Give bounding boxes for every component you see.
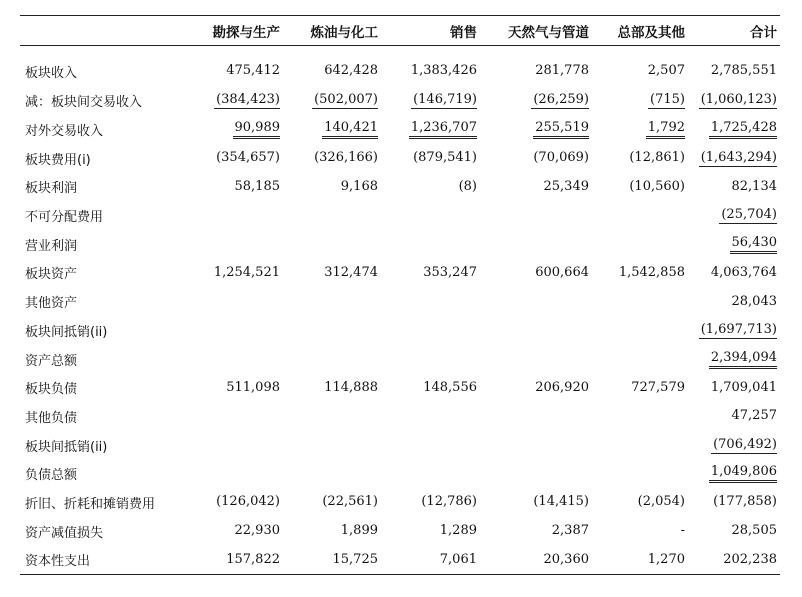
- cell-refining-chemicals: [283, 46, 381, 87]
- cell-refining-chemicals: [283, 144, 381, 173]
- cell-refining-chemicals: [283, 373, 381, 402]
- cell-exploration-production: [190, 115, 283, 144]
- row-label: 板块间抵销(ii): [25, 439, 108, 455]
- cell-value: [587, 333, 589, 334]
- cell-value: [278, 448, 280, 449]
- cell-value: (326,166): [314, 150, 378, 166]
- cell-value: 28,043: [731, 293, 777, 309]
- cell-marketing: [381, 201, 480, 230]
- cell-exploration-production: [190, 431, 283, 460]
- cell-value: 22,930: [234, 523, 280, 539]
- row-label: 板块资产: [25, 267, 78, 283]
- row-label: 营业利润: [25, 238, 78, 254]
- cell-natural-gas-pipeline: [480, 546, 592, 575]
- cell-total: [688, 517, 780, 546]
- cell-refining-chemicals: [283, 345, 381, 374]
- cell-value: [683, 333, 685, 334]
- cell-refining-chemicals: [283, 488, 381, 517]
- cell-total: [688, 144, 780, 173]
- cell-value: 9,168: [340, 178, 378, 194]
- cell-headquarters-other: [592, 173, 688, 202]
- row-label: 资产减值损失: [25, 525, 104, 541]
- cell-value: [278, 476, 280, 477]
- cell-value: (126,042): [216, 494, 280, 510]
- cell-headquarters-other: [592, 316, 688, 345]
- table-row: [20, 287, 780, 316]
- row-label: 资本性支出: [25, 554, 91, 570]
- table-row: [20, 46, 780, 87]
- row-label: 负债总额: [25, 468, 78, 484]
- table-row: [20, 373, 780, 402]
- cell-value: [683, 304, 685, 305]
- cell-refining-chemicals: [283, 546, 381, 575]
- header-cell-exploration-production: 勘探与生产: [190, 16, 283, 46]
- cell-natural-gas-pipeline: [480, 402, 592, 431]
- header-cell-label: [20, 16, 190, 46]
- cell-natural-gas-pipeline: [480, 46, 592, 87]
- cell-value: (502,007): [314, 92, 378, 108]
- cell-natural-gas-pipeline: [480, 488, 592, 517]
- cell-value: (146,719): [413, 92, 477, 108]
- row-label: 减：板块间交易收入: [25, 95, 143, 111]
- cell-headquarters-other: [592, 115, 688, 144]
- cell-headquarters-other: [592, 46, 688, 87]
- cell-total: [688, 230, 780, 259]
- cell-total: [688, 46, 780, 87]
- cell-value: 90,989: [233, 120, 281, 139]
- cell-natural-gas-pipeline: [480, 259, 592, 288]
- cell-value: 7,061: [439, 551, 477, 567]
- header-cell-total: 合计: [688, 16, 780, 46]
- cell-marketing: [381, 115, 480, 144]
- cell-headquarters-other: [592, 373, 688, 402]
- cell-total: [688, 431, 780, 460]
- cell-value: 1,270: [647, 551, 685, 567]
- cell-value: [376, 419, 378, 420]
- table-row: [20, 87, 780, 116]
- cell-value: 15,725: [332, 551, 378, 567]
- cell-value: (25,704): [721, 207, 777, 223]
- segment-financial-table: [20, 15, 780, 575]
- cell-total: [688, 115, 780, 144]
- cell-exploration-production: [190, 488, 283, 517]
- row-label: 其他负债: [25, 410, 78, 426]
- table-row: [20, 431, 780, 460]
- cell-value: 157,822: [226, 551, 280, 567]
- cell-total: [688, 201, 780, 230]
- cell-value: [376, 448, 378, 449]
- cell-headquarters-other: [592, 144, 688, 173]
- cell-value: [683, 448, 685, 449]
- cell-value: [278, 304, 280, 305]
- cell-value: 475,412: [226, 63, 280, 79]
- cell-headquarters-other: [592, 488, 688, 517]
- cell-value: [587, 448, 589, 449]
- cell-exploration-production: [190, 259, 283, 288]
- cell-headquarters-other: [592, 345, 688, 374]
- cell-value: (177,858): [713, 494, 777, 510]
- table-row: [20, 345, 780, 374]
- cell-total: [688, 316, 780, 345]
- cell-value: (26,259): [533, 92, 589, 108]
- cell-value: 4,063,764: [710, 264, 777, 280]
- table-row: [20, 546, 780, 575]
- cell-refining-chemicals: [283, 87, 381, 116]
- cell-value: (8): [458, 178, 477, 194]
- cell-total: [688, 87, 780, 116]
- cell-value: [376, 362, 378, 363]
- cell-natural-gas-pipeline: [480, 115, 592, 144]
- cell-headquarters-other: [592, 287, 688, 316]
- cell-value: 114,888: [324, 379, 378, 395]
- cell-marketing: [381, 546, 480, 575]
- table-row: [20, 201, 780, 230]
- row-label: 不可分配费用: [25, 210, 104, 226]
- cell-marketing: [381, 87, 480, 116]
- cell-value: 1,236,707: [409, 120, 477, 139]
- cell-exploration-production: [190, 517, 283, 546]
- row-label: 板块负债: [25, 382, 78, 398]
- cell-marketing: [381, 173, 480, 202]
- cell-total: [688, 546, 780, 575]
- cell-value: 511,098: [226, 379, 280, 395]
- cell-natural-gas-pipeline: [480, 144, 592, 173]
- cell-value: (70,069): [533, 150, 589, 166]
- cell-value: [683, 247, 685, 248]
- cell-natural-gas-pipeline: [480, 316, 592, 345]
- cell-value: [587, 419, 589, 420]
- cell-refining-chemicals: [283, 459, 381, 488]
- cell-refining-chemicals: [283, 402, 381, 431]
- header-row: [20, 16, 780, 46]
- cell-value: (10,560): [629, 178, 685, 194]
- cell-natural-gas-pipeline: [480, 87, 592, 116]
- cell-value: 600,664: [535, 264, 589, 280]
- cell-natural-gas-pipeline: [480, 173, 592, 202]
- cell-marketing: [381, 517, 480, 546]
- cell-value: [587, 476, 589, 477]
- table-row: [20, 488, 780, 517]
- cell-headquarters-other: [592, 431, 688, 460]
- cell-value: (14,415): [533, 494, 589, 510]
- cell-value: [587, 247, 589, 248]
- cell-refining-chemicals: [283, 431, 381, 460]
- table-row: [20, 459, 780, 488]
- cell-marketing: [381, 459, 480, 488]
- cell-value: [278, 218, 280, 219]
- cell-value: 58,185: [234, 178, 280, 194]
- cell-total: [688, 459, 780, 488]
- table-row: [20, 115, 780, 144]
- cell-value: (2,054): [637, 494, 685, 510]
- cell-natural-gas-pipeline: [480, 345, 592, 374]
- cell-value: [376, 247, 378, 248]
- cell-value: [376, 218, 378, 219]
- cell-value: 47,257: [731, 408, 777, 424]
- cell-value: 1,792: [646, 120, 685, 139]
- cell-value: [587, 218, 589, 219]
- header-cell-refining-chemicals: 炼油与化工: [283, 16, 381, 46]
- cell-value: -: [680, 523, 685, 539]
- cell-value: (715): [650, 92, 685, 108]
- cell-headquarters-other: [592, 546, 688, 575]
- cell-marketing: [381, 402, 480, 431]
- cell-exploration-production: [190, 402, 283, 431]
- cell-natural-gas-pipeline: [480, 459, 592, 488]
- cell-headquarters-other: [592, 230, 688, 259]
- cell-value: [683, 362, 685, 363]
- cell-natural-gas-pipeline: [480, 431, 592, 460]
- cell-natural-gas-pipeline: [480, 201, 592, 230]
- cell-exploration-production: [190, 316, 283, 345]
- cell-natural-gas-pipeline: [480, 373, 592, 402]
- cell-headquarters-other: [592, 259, 688, 288]
- cell-refining-chemicals: [283, 287, 381, 316]
- cell-value: [587, 362, 589, 363]
- cell-value: [475, 304, 477, 305]
- cell-value: [475, 448, 477, 449]
- cell-marketing: [381, 431, 480, 460]
- cell-value: (1,643,294): [700, 149, 777, 165]
- cell-value: 148,556: [423, 379, 477, 395]
- header-cell-marketing: 销售: [381, 16, 480, 46]
- cell-marketing: [381, 488, 480, 517]
- cell-total: [688, 402, 780, 431]
- table-row: [20, 230, 780, 259]
- cell-value: 2,785,551: [710, 63, 777, 79]
- cell-total: [688, 287, 780, 316]
- cell-exploration-production: [190, 173, 283, 202]
- cell-total: [688, 373, 780, 402]
- header-cell-headquarters-other: 总部及其他: [592, 16, 688, 46]
- cell-value: 82,134: [731, 178, 777, 194]
- cell-value: 28,505: [731, 523, 777, 539]
- cell-value: 1,709,041: [710, 379, 777, 395]
- cell-exploration-production: [190, 144, 283, 173]
- cell-value: 1,049,806: [709, 464, 777, 483]
- cell-value: (12,786): [421, 494, 477, 510]
- cell-value: 1,254,521: [213, 264, 280, 280]
- cell-total: [688, 488, 780, 517]
- cell-value: 25,349: [543, 178, 589, 194]
- table-row: [20, 316, 780, 345]
- cell-value: [475, 362, 477, 363]
- cell-value: [376, 333, 378, 334]
- cell-value: [475, 476, 477, 477]
- cell-value: 2,387: [551, 523, 589, 539]
- cell-marketing: [381, 316, 480, 345]
- cell-value: 642,428: [324, 63, 378, 79]
- cell-refining-chemicals: [283, 201, 381, 230]
- cell-total: [688, 173, 780, 202]
- cell-marketing: [381, 144, 480, 173]
- cell-value: [475, 218, 477, 219]
- cell-value: 727,579: [631, 379, 685, 395]
- cell-value: 1,542,858: [618, 264, 685, 280]
- cell-headquarters-other: [592, 201, 688, 230]
- row-label: 板块利润: [25, 181, 78, 197]
- cell-value: 1,289: [439, 523, 477, 539]
- cell-value: [278, 247, 280, 248]
- table-row: [20, 144, 780, 173]
- cell-exploration-production: [190, 201, 283, 230]
- row-label: 其他资产: [25, 296, 78, 312]
- cell-value: [475, 333, 477, 334]
- cell-value: [587, 304, 589, 305]
- cell-marketing: [381, 287, 480, 316]
- cell-marketing: [381, 345, 480, 374]
- cell-value: [278, 419, 280, 420]
- cell-headquarters-other: [592, 87, 688, 116]
- cell-value: 281,778: [535, 63, 589, 79]
- cell-value: 206,920: [535, 379, 589, 395]
- cell-marketing: [381, 259, 480, 288]
- cell-value: 353,247: [423, 264, 477, 280]
- header-cell-natural-gas-pipeline: 天然气与管道: [480, 16, 592, 46]
- cell-natural-gas-pipeline: [480, 230, 592, 259]
- cell-value: (879,541): [413, 150, 477, 166]
- table-row: [20, 259, 780, 288]
- row-label: 板块间抵销(ii): [25, 324, 108, 340]
- cell-natural-gas-pipeline: [480, 517, 592, 546]
- table-row: [20, 173, 780, 202]
- cell-value: [683, 419, 685, 420]
- cell-exploration-production: [190, 230, 283, 259]
- cell-natural-gas-pipeline: [480, 287, 592, 316]
- cell-headquarters-other: [592, 517, 688, 546]
- cell-refining-chemicals: [283, 517, 381, 546]
- cell-exploration-production: [190, 87, 283, 116]
- cell-value: 1,383,426: [410, 63, 477, 79]
- cell-value: [376, 476, 378, 477]
- cell-exploration-production: [190, 546, 283, 575]
- cell-value: 202,238: [723, 551, 777, 567]
- row-label: 对外交易收入: [25, 124, 104, 140]
- cell-value: [278, 362, 280, 363]
- cell-value: [475, 419, 477, 420]
- cell-value: 312,474: [324, 264, 378, 280]
- cell-value: [683, 476, 685, 477]
- row-label: 板块收入: [25, 65, 78, 81]
- cell-total: [688, 259, 780, 288]
- row-label: 折旧、折耗和摊销费用: [25, 496, 156, 512]
- cell-refining-chemicals: [283, 259, 381, 288]
- cell-marketing: [381, 46, 480, 87]
- cell-value: 2,507: [647, 63, 685, 79]
- row-label: 板块费用(i): [25, 152, 91, 168]
- cell-value: (22,561): [322, 494, 378, 510]
- cell-exploration-production: [190, 373, 283, 402]
- table-row: [20, 517, 780, 546]
- cell-value: (354,657): [216, 150, 280, 166]
- cell-value: [278, 333, 280, 334]
- cell-refining-chemicals: [283, 230, 381, 259]
- cell-value: [475, 247, 477, 248]
- cell-exploration-production: [190, 287, 283, 316]
- cell-exploration-production: [190, 459, 283, 488]
- cell-value: [683, 218, 685, 219]
- cell-value: (1,697,713): [700, 321, 777, 337]
- cell-value: (12,861): [629, 150, 685, 166]
- cell-value: 20,360: [543, 551, 589, 567]
- cell-exploration-production: [190, 345, 283, 374]
- cell-refining-chemicals: [283, 173, 381, 202]
- cell-marketing: [381, 230, 480, 259]
- row-label: 资产总额: [25, 353, 78, 369]
- cell-marketing: [381, 373, 480, 402]
- cell-value: (384,423): [216, 92, 280, 108]
- table-row: [20, 402, 780, 431]
- cell-total: [688, 345, 780, 374]
- cell-value: (706,492): [713, 436, 777, 452]
- cell-refining-chemicals: [283, 316, 381, 345]
- cell-value: 56,430: [730, 235, 778, 254]
- cell-value: 140,421: [322, 120, 378, 139]
- cell-value: 2,394,094: [709, 350, 777, 369]
- cell-value: 255,519: [533, 120, 589, 139]
- cell-exploration-production: [190, 46, 283, 87]
- cell-value: 1,899: [340, 523, 378, 539]
- cell-headquarters-other: [592, 402, 688, 431]
- cell-headquarters-other: [592, 459, 688, 488]
- cell-value: 1,725,428: [709, 120, 777, 139]
- cell-value: (1,060,123): [700, 92, 777, 108]
- cell-value: [376, 304, 378, 305]
- cell-refining-chemicals: [283, 115, 381, 144]
